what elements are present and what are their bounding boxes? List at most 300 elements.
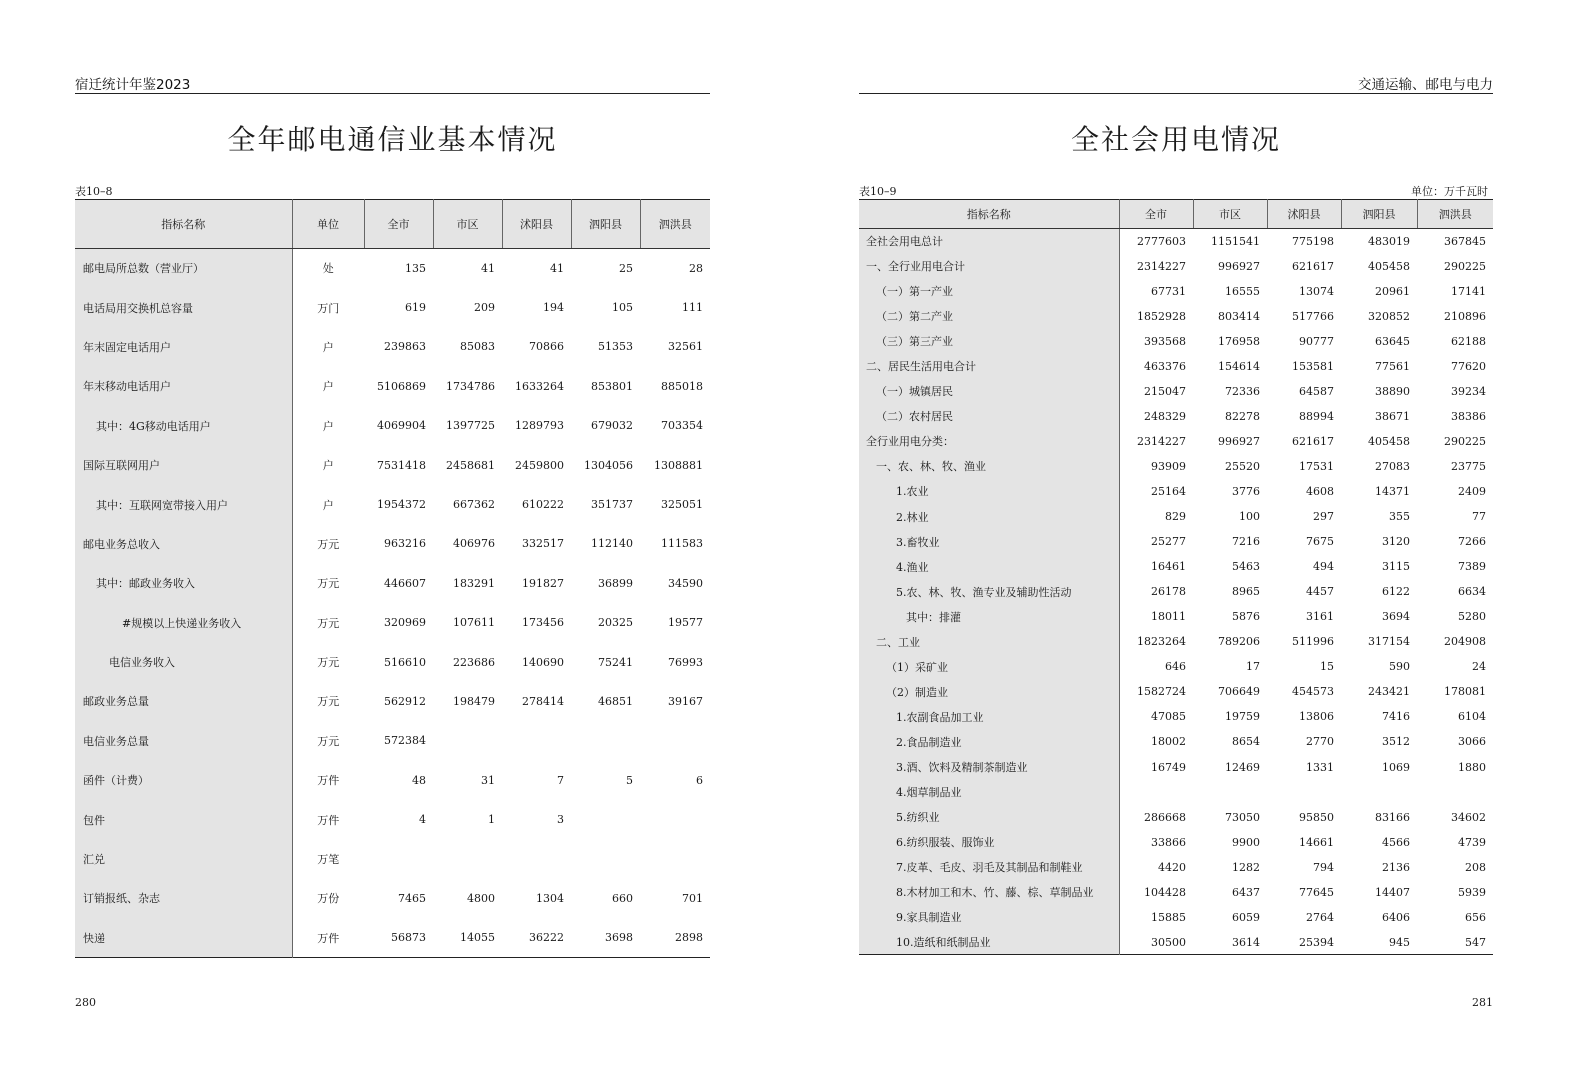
table-row (859, 880, 1493, 905)
value-cell (640, 839, 710, 878)
row-label: 电信业务总量 (75, 721, 292, 760)
row-label: （2）制造业 (859, 679, 1119, 704)
value-cell: 610222 (522, 498, 564, 512)
value-cell: 111 (682, 301, 703, 315)
table-row (859, 805, 1493, 830)
value-cell: 16749 (1119, 754, 1193, 779)
value-cell: 6406 (1382, 910, 1410, 924)
value-cell: 215047 (1119, 379, 1193, 404)
value-cell: 963216 (384, 537, 426, 551)
value-cell: 41 (550, 261, 564, 275)
value-cell: 17531 (1299, 459, 1334, 473)
value-cell: 38386 (1451, 409, 1486, 423)
value-cell: 1331 (1306, 760, 1334, 774)
value-cell: 17 (1246, 660, 1260, 674)
value-cell (433, 721, 502, 760)
value-cell: 7 (557, 773, 564, 787)
value-cell: 2409 (1458, 484, 1486, 498)
row-label: 2.食品制造业 (859, 729, 1119, 754)
row-label: 8.木材加工和木、竹、藤、棕、草制品业 (859, 880, 1119, 905)
value-cell: 4 (419, 813, 426, 827)
left-page (0, 0, 793, 1077)
unit-cell: 户 (292, 327, 364, 366)
value-cell: 85083 (460, 340, 495, 354)
table-row (859, 830, 1493, 855)
value-cell: 178081 (1444, 685, 1486, 699)
running-head-right: 交通运输、邮电与电力 (1358, 77, 1493, 93)
value-cell: 4739 (1458, 835, 1486, 849)
value-cell: 38671 (1375, 409, 1410, 423)
value-cell: 140690 (522, 655, 564, 669)
value-cell (571, 839, 640, 878)
value-cell: 667362 (453, 498, 495, 512)
postal-telecom-table (75, 199, 710, 958)
value-cell: 1852928 (1119, 304, 1193, 329)
value-cell: 706649 (1218, 685, 1260, 699)
unit-cell: 万元 (292, 564, 364, 603)
value-cell: 297 (1313, 510, 1334, 524)
value-cell: 15885 (1119, 905, 1193, 930)
value-cell: 39234 (1451, 384, 1486, 398)
column-header: 沭阳县 (1267, 200, 1341, 229)
value-cell: 3161 (1306, 610, 1334, 624)
value-cell: 83166 (1375, 810, 1410, 824)
value-cell: 100 (1239, 510, 1260, 524)
row-label: （二）第二产业 (859, 304, 1119, 329)
value-cell: 646 (1119, 654, 1193, 679)
row-label: 9.家具制造业 (859, 905, 1119, 930)
header-rule-left (75, 93, 710, 94)
value-cell: 621617 (1292, 434, 1334, 448)
value-cell: 286668 (1119, 805, 1193, 830)
value-cell: 16555 (1225, 284, 1260, 298)
value-cell: 13074 (1299, 284, 1334, 298)
value-cell: 14407 (1375, 885, 1410, 899)
value-cell: 829 (1119, 504, 1193, 529)
value-cell: 4457 (1306, 585, 1334, 599)
value-cell: 1282 (1232, 860, 1260, 874)
value-cell: 7675 (1306, 535, 1334, 549)
value-cell: 703354 (661, 419, 703, 433)
table-number-left: 表10–8 (75, 185, 113, 198)
value-cell: 210896 (1444, 309, 1486, 323)
row-label: 5.农、林、牧、渔专业及辅助性活动 (859, 579, 1119, 604)
row-label: #规模以上快递业务收入 (75, 603, 292, 642)
value-cell: 2898 (675, 931, 703, 945)
value-cell: 4800 (467, 891, 495, 905)
column-header: 泗阳县 (571, 200, 640, 249)
value-cell: 19759 (1225, 710, 1260, 724)
table-row (859, 554, 1493, 579)
value-cell (1341, 780, 1417, 805)
value-cell (1417, 780, 1493, 805)
table-row (859, 754, 1493, 779)
value-cell: 34590 (668, 576, 703, 590)
value-cell: 3 (557, 813, 564, 827)
row-label: （三）第三产业 (859, 329, 1119, 354)
value-cell: 317154 (1368, 635, 1410, 649)
table-row (75, 249, 710, 288)
value-cell: 135 (405, 261, 426, 275)
table-row (859, 229, 1493, 254)
value-cell (433, 839, 502, 878)
value-cell: 194 (543, 301, 564, 315)
value-cell: 5876 (1232, 610, 1260, 624)
value-cell: 4420 (1119, 855, 1193, 880)
row-label: 10.造纸和纸制品业 (859, 930, 1119, 955)
column-header: 全市 (364, 200, 433, 249)
value-cell: 656 (1465, 910, 1486, 924)
page-title-right: 全社会用电情况 (1070, 123, 1281, 156)
value-cell: 153581 (1292, 359, 1334, 373)
value-cell: 794 (1313, 860, 1334, 874)
table-row (859, 604, 1493, 629)
value-cell: 945 (1389, 935, 1410, 949)
value-cell (571, 800, 640, 839)
row-label: 3.畜牧业 (859, 529, 1119, 554)
value-cell: 1 (488, 813, 495, 827)
unit-cell: 万元 (292, 721, 364, 760)
table-row (859, 654, 1493, 679)
value-cell: 3614 (1232, 935, 1260, 949)
value-cell: 77620 (1451, 359, 1486, 373)
value-cell: 996927 (1218, 434, 1260, 448)
row-label: 全社会用电总计 (859, 229, 1119, 254)
value-cell: 1633264 (515, 379, 564, 393)
value-cell: 6437 (1232, 885, 1260, 899)
table-row (75, 288, 710, 327)
value-cell (640, 800, 710, 839)
value-cell: 494 (1313, 560, 1334, 574)
value-cell: 2458681 (446, 458, 495, 472)
value-cell: 701 (682, 891, 703, 905)
table-header-row (75, 200, 710, 249)
row-label: 2.林业 (859, 504, 1119, 529)
value-cell: 63645 (1375, 334, 1410, 348)
unit-cell: 户 (292, 445, 364, 484)
value-cell: 325051 (661, 498, 703, 512)
value-cell: 1069 (1382, 760, 1410, 774)
value-cell: 77561 (1375, 359, 1410, 373)
unit-cell: 万件 (292, 918, 364, 957)
column-header: 指标名称 (75, 200, 292, 249)
value-cell: 34602 (1451, 810, 1486, 824)
value-cell: 483019 (1368, 234, 1410, 248)
value-cell: 239863 (384, 340, 426, 354)
row-label: （二）农村居民 (859, 404, 1119, 429)
value-cell: 20961 (1375, 284, 1410, 298)
column-header: 市区 (1193, 200, 1267, 229)
row-label: （一）城镇居民 (859, 379, 1119, 404)
table-row (859, 304, 1493, 329)
value-cell: 90777 (1299, 334, 1334, 348)
value-cell: 173456 (522, 616, 564, 630)
row-label: 电信业务收入 (75, 642, 292, 681)
value-cell: 56873 (391, 931, 426, 945)
value-cell: 7416 (1382, 710, 1410, 724)
row-label: 其中：邮政业务收入 (75, 564, 292, 603)
value-cell: 208 (1465, 860, 1486, 874)
unit-cell: 万笔 (292, 839, 364, 878)
value-cell: 8965 (1232, 585, 1260, 599)
value-cell: 789206 (1218, 635, 1260, 649)
table-row (859, 855, 1493, 880)
value-cell: 406976 (453, 537, 495, 551)
right-page (793, 0, 1587, 1077)
value-cell: 1289793 (515, 419, 564, 433)
value-cell: 367845 (1444, 234, 1486, 248)
row-label: 4.烟草制品业 (859, 780, 1119, 805)
row-label: 邮电业务总收入 (75, 524, 292, 563)
column-header: 泗洪县 (640, 200, 710, 249)
table-row (75, 524, 710, 563)
column-header: 全市 (1119, 200, 1193, 229)
value-cell: 39167 (668, 694, 703, 708)
value-cell: 517766 (1292, 309, 1334, 323)
value-cell: 27083 (1375, 459, 1410, 473)
value-cell: 562912 (384, 694, 426, 708)
value-cell: 64587 (1299, 384, 1334, 398)
header-rule-right (859, 93, 1493, 94)
value-cell: 2314227 (1119, 429, 1193, 454)
value-cell: 20325 (598, 616, 633, 630)
value-cell: 1582724 (1119, 679, 1193, 704)
value-cell: 351737 (591, 498, 633, 512)
table-row (75, 800, 710, 839)
unit-note: 单位：万千瓦时 (1411, 185, 1488, 198)
value-cell: 1954372 (377, 498, 426, 512)
value-cell: 803414 (1218, 309, 1260, 323)
value-cell: 290225 (1444, 434, 1486, 448)
value-cell: 31 (481, 773, 495, 787)
table-row (75, 603, 710, 642)
value-cell: 25520 (1225, 459, 1260, 473)
value-cell: 2770 (1306, 735, 1334, 749)
value-cell: 7465 (398, 891, 426, 905)
value-cell: 393568 (1119, 329, 1193, 354)
value-cell: 48 (412, 773, 426, 787)
table-row (75, 367, 710, 406)
unit-cell: 万元 (292, 682, 364, 721)
value-cell: 2777603 (1119, 229, 1193, 254)
value-cell: 17141 (1451, 284, 1486, 298)
row-label: 二、居民生活用电合计 (859, 354, 1119, 379)
row-label: 7.皮革、毛皮、羽毛及其制品和制鞋业 (859, 855, 1119, 880)
row-label: 汇兑 (75, 839, 292, 878)
value-cell: 660 (612, 891, 633, 905)
value-cell: 405458 (1368, 259, 1410, 273)
value-cell: 23775 (1451, 459, 1486, 473)
value-cell: 2459800 (515, 458, 564, 472)
table-row (859, 479, 1493, 504)
value-cell: 183291 (453, 576, 495, 590)
table-row (859, 504, 1493, 529)
value-cell: 6634 (1458, 585, 1486, 599)
row-label: （1）采矿业 (859, 654, 1119, 679)
value-cell: 19577 (668, 616, 703, 630)
value-cell (640, 721, 710, 760)
row-label: 其中：排灌 (859, 604, 1119, 629)
value-cell: 7216 (1232, 535, 1260, 549)
value-cell: 36899 (598, 576, 633, 590)
table-row (75, 721, 710, 760)
value-cell: 2136 (1382, 860, 1410, 874)
value-cell: 32561 (668, 340, 703, 354)
column-header: 泗阳县 (1341, 200, 1417, 229)
row-label: 3.酒、饮料及精制茶制造业 (859, 754, 1119, 779)
value-cell: 885018 (661, 379, 703, 393)
value-cell: 76993 (668, 655, 703, 669)
value-cell (502, 721, 571, 760)
table-row (75, 445, 710, 484)
value-cell: 320969 (384, 616, 426, 630)
value-cell (1267, 780, 1341, 805)
value-cell: 3120 (1382, 535, 1410, 549)
value-cell: 5106869 (377, 379, 426, 393)
value-cell: 13806 (1299, 710, 1334, 724)
value-cell: 204908 (1444, 635, 1486, 649)
value-cell: 7531418 (377, 458, 426, 472)
value-cell: 82278 (1225, 409, 1260, 423)
value-cell: 4608 (1306, 484, 1334, 498)
value-cell: 25 (619, 261, 633, 275)
table-row (75, 642, 710, 681)
value-cell: 1304 (536, 891, 564, 905)
value-cell: 4566 (1382, 835, 1410, 849)
value-cell (502, 839, 571, 878)
value-cell: 248329 (1119, 404, 1193, 429)
value-cell: 332517 (522, 537, 564, 551)
value-cell: 30500 (1119, 930, 1193, 955)
column-header: 单位 (292, 200, 364, 249)
unit-cell: 户 (292, 367, 364, 406)
value-cell: 679032 (591, 419, 633, 433)
row-label: 邮电局所总数（营业厅） (75, 249, 292, 288)
value-cell: 33866 (1119, 830, 1193, 855)
value-cell: 6122 (1382, 585, 1410, 599)
value-cell: 25164 (1119, 479, 1193, 504)
value-cell: 223686 (453, 655, 495, 669)
value-cell: 70866 (529, 340, 564, 354)
value-cell: 46851 (598, 694, 633, 708)
value-cell: 511996 (1292, 635, 1334, 649)
unit-cell: 户 (292, 406, 364, 445)
value-cell: 77645 (1299, 885, 1334, 899)
value-cell: 572384 (384, 734, 426, 748)
row-label: 6.纺织服装、服饰业 (859, 830, 1119, 855)
value-cell: 191827 (522, 576, 564, 590)
value-cell: 4069904 (377, 419, 426, 433)
table-row (859, 930, 1493, 955)
unit-cell: 万元 (292, 603, 364, 642)
value-cell: 621617 (1292, 259, 1334, 273)
table-row (859, 354, 1493, 379)
row-label: 函件（计费） (75, 761, 292, 800)
value-cell (364, 839, 433, 878)
row-label: 其中：互联网宽带接入用户 (75, 485, 292, 524)
value-cell: 3066 (1458, 735, 1486, 749)
table-row (859, 454, 1493, 479)
column-header: 指标名称 (859, 200, 1119, 229)
row-label: 全行业用电分类： (859, 429, 1119, 454)
value-cell: 26178 (1119, 579, 1193, 604)
page-title-left: 全年邮电通信业基本情况 (227, 123, 558, 156)
value-cell: 1734786 (446, 379, 495, 393)
table-row (859, 679, 1493, 704)
value-cell: 463376 (1119, 354, 1193, 379)
value-cell: 1151541 (1211, 234, 1260, 248)
row-label: 1.农副食品加工业 (859, 704, 1119, 729)
value-cell: 278414 (522, 694, 564, 708)
value-cell: 619 (405, 301, 426, 315)
value-cell: 41 (481, 261, 495, 275)
value-cell: 3115 (1382, 560, 1410, 574)
unit-cell: 户 (292, 485, 364, 524)
value-cell: 18002 (1119, 729, 1193, 754)
value-cell: 154614 (1218, 359, 1260, 373)
value-cell: 16461 (1119, 554, 1193, 579)
row-label: 年末移动电话用户 (75, 367, 292, 406)
value-cell: 77 (1472, 510, 1486, 524)
value-cell: 95850 (1299, 810, 1334, 824)
value-cell: 3698 (605, 931, 633, 945)
row-label: 一、农、林、牧、渔业 (859, 454, 1119, 479)
table-row (75, 564, 710, 603)
row-label: 5.纺织业 (859, 805, 1119, 830)
value-cell: 111583 (661, 537, 703, 551)
table-number-right: 表10–9 (859, 185, 897, 198)
row-label: （一）第一产业 (859, 279, 1119, 304)
value-cell: 14661 (1299, 835, 1334, 849)
value-cell: 454573 (1292, 685, 1334, 699)
value-cell: 853801 (591, 379, 633, 393)
table-row (859, 254, 1493, 279)
row-label: 1.农业 (859, 479, 1119, 504)
value-cell: 107611 (453, 616, 495, 630)
page-number-right: 281 (1472, 996, 1493, 1009)
value-cell (1119, 780, 1193, 805)
table-row (859, 780, 1493, 805)
value-cell: 25394 (1299, 935, 1334, 949)
value-cell (1193, 780, 1267, 805)
table-row (75, 839, 710, 878)
unit-cell: 万门 (292, 288, 364, 327)
table-row (859, 629, 1493, 654)
unit-cell: 万元 (292, 642, 364, 681)
value-cell: 6 (696, 773, 703, 787)
table-row (859, 579, 1493, 604)
table-row (859, 379, 1493, 404)
row-label: 邮政业务总量 (75, 682, 292, 721)
value-cell: 18011 (1119, 604, 1193, 629)
row-label: 订销报纸、杂志 (75, 879, 292, 918)
value-cell: 28 (689, 261, 703, 275)
value-cell: 590 (1389, 660, 1410, 674)
table-header-row (859, 200, 1493, 229)
row-label: 包件 (75, 800, 292, 839)
value-cell: 3512 (1382, 735, 1410, 749)
table-row (859, 529, 1493, 554)
unit-cell: 万元 (292, 524, 364, 563)
unit-cell: 处 (292, 249, 364, 288)
value-cell: 775198 (1292, 234, 1334, 248)
value-cell: 1304056 (584, 458, 633, 472)
value-cell: 446607 (384, 576, 426, 590)
electricity-consumption-table (859, 199, 1493, 955)
table-row (859, 729, 1493, 754)
value-cell: 1397725 (446, 419, 495, 433)
value-cell: 996927 (1218, 259, 1260, 273)
